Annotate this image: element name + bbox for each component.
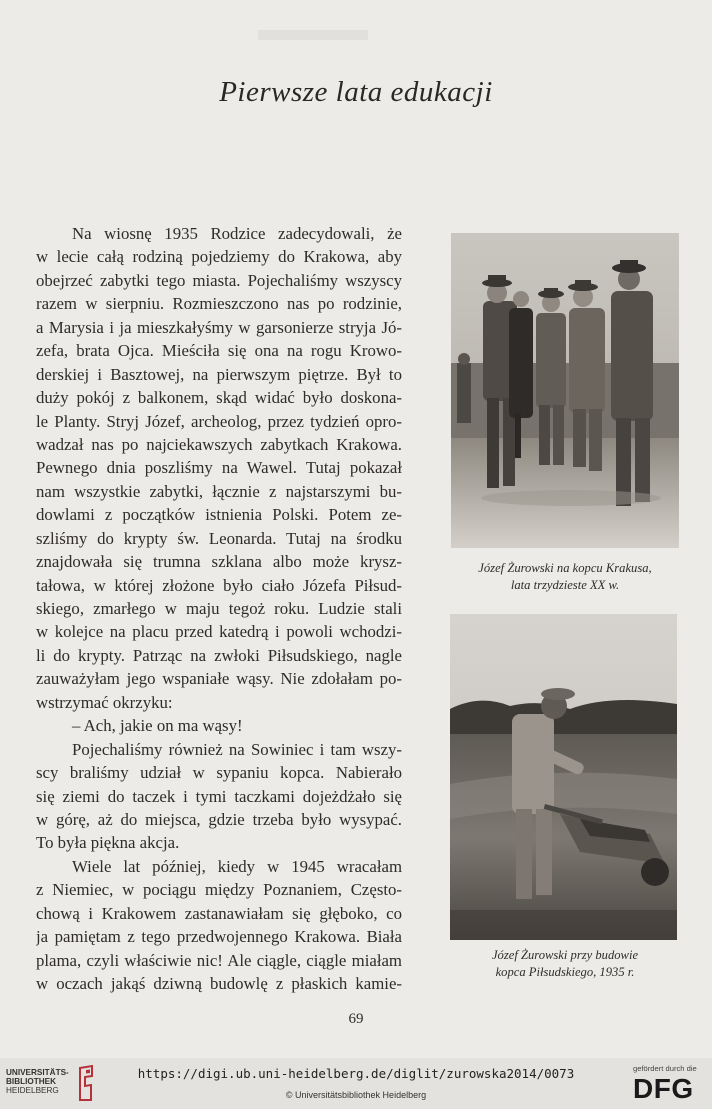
text-line: Pojechaliśmy również na Sowiniec i tam wszy- <box>72 739 402 759</box>
text-line: duży pokój z balkonem, skąd widać było doskona- <box>36 388 402 408</box>
caption-line: lata trzydzieste XX w. <box>510 578 620 592</box>
body-text <box>36 222 402 995</box>
text-line: tałowa, w której złożone było ciało Józefa Piłsud- <box>36 575 402 595</box>
text-line: wstrzymać okrzyku: <box>36 692 173 712</box>
text-line: derskiej i Basztowej, na pierwszym piętrze. Był to <box>36 364 402 384</box>
text-line: szliśmy do krypty św. Leonarda. Tutaj na środku <box>36 528 402 548</box>
text-line: z Niemiec, w pociągu między Poznaniem, Często- <box>36 880 402 900</box>
text-line: razem w sierpniu. Rozmieszczono nas po rodzinie, <box>36 294 402 314</box>
caption-line: Józef Żurowski na kopcu Krakusa, <box>478 561 652 575</box>
dfg-logo: DFG <box>633 1073 694 1104</box>
text-line: skiego, zmarłego w maju tegoż roku. Ludzie stali <box>36 599 402 618</box>
text-line: się ziemi do taczek i tymi taczkami dojeżdżało się <box>36 786 402 806</box>
funding-note: gefördert durch die <box>633 1064 697 1073</box>
text-line: Wiele lat później, kiedy w 1945 wracałam <box>72 856 402 876</box>
library-line: UNIVERSITÄTS- <box>6 1068 69 1077</box>
text-line: nam wszystkie zabytki, łącznie z najstarszymi bu- <box>36 481 402 501</box>
text-line: Pewnego dnia poszliśmy na Wawel. Tutaj pokazał <box>36 458 402 478</box>
text-line: obejrzeć zabytki tego miasta. Pojechaliśmy wszyscy <box>36 270 402 290</box>
text-line: ja pamiętam z tego przedwojennego Krakowa. Biała <box>36 927 402 947</box>
caption-line: kopca Piłsudskiego, 1935 r. <box>495 965 635 979</box>
text-line: To była piękna akcja. <box>36 833 180 853</box>
text-line: wadzał nas po najciekawszych zabytkach Krakowa. <box>36 434 402 454</box>
text-line: – Ach, jakie on ma wąsy! <box>72 716 243 736</box>
source-url-link[interactable]: https://digi.ub.uni-heidelberg.de/diglit/zurowska2014/0073 <box>137 1066 575 1081</box>
copyright-text: © Universitätsbibliothek Heidelberg <box>285 1090 427 1100</box>
page-number: 69 <box>348 1011 364 1027</box>
photo-man-with-wheelbarrow <box>450 614 677 940</box>
text-line: dowlami z początków istnienia Polski. Potem ze- <box>36 505 402 525</box>
text-line: a Marysia i ja mieszkałyśmy w garsonierze stryja Jó- <box>36 317 402 337</box>
text-line: zefa, brata Ojca. Mieściła się ona na rogu Krowo- <box>36 341 402 361</box>
library-line: BIBLIOTHEK <box>6 1077 57 1086</box>
text-line: w kolejce na placu przed katedrą i powoli wchodzi- <box>36 622 402 642</box>
text-line: w górę, aż do miejsca, gdzie trzeba było wysypać. <box>36 809 402 829</box>
text-line: li do krypty. Patrząc na zwłoki Piłsudskiego, nagle <box>36 645 402 665</box>
faded-running-head <box>258 30 368 40</box>
text-line: le Planty. Stryj Józef, archeolog, przez tydzień opro- <box>36 411 402 431</box>
photo2-caption <box>445 947 685 981</box>
text-line: chową i Krakowem zastanawiałam się głęboko, co <box>36 903 402 923</box>
caption-line: Józef Żurowski przy budowie <box>491 948 639 962</box>
chapter-title: Pierwsze lata edukacji <box>219 76 493 108</box>
text-line: zauważyłam jego wspaniałe wąsy. Nie zdołałam po- <box>36 669 402 689</box>
text-line: scy braliśmy udział w sypaniu kopca. Nabierało <box>36 763 402 783</box>
photo1-caption <box>445 560 685 594</box>
text-line: znajdowała się trumna szklana albo może krysz- <box>36 552 402 572</box>
text-line: w oczach jakąś dziwną budowlę z płaskich kamie- <box>36 974 402 993</box>
text-line: plama, czyli właściwie nic! Ale ciągle, ciągle miałam <box>36 950 402 970</box>
library-line: HEIDELBERG <box>6 1086 59 1095</box>
photo-group-on-mound <box>451 233 679 548</box>
text-line: Na wiosnę 1935 Rodzice zadecydowali, że <box>72 224 402 243</box>
text-line: w lecie całą rodziną pojedziemy do Krakowa, aby <box>36 247 402 267</box>
